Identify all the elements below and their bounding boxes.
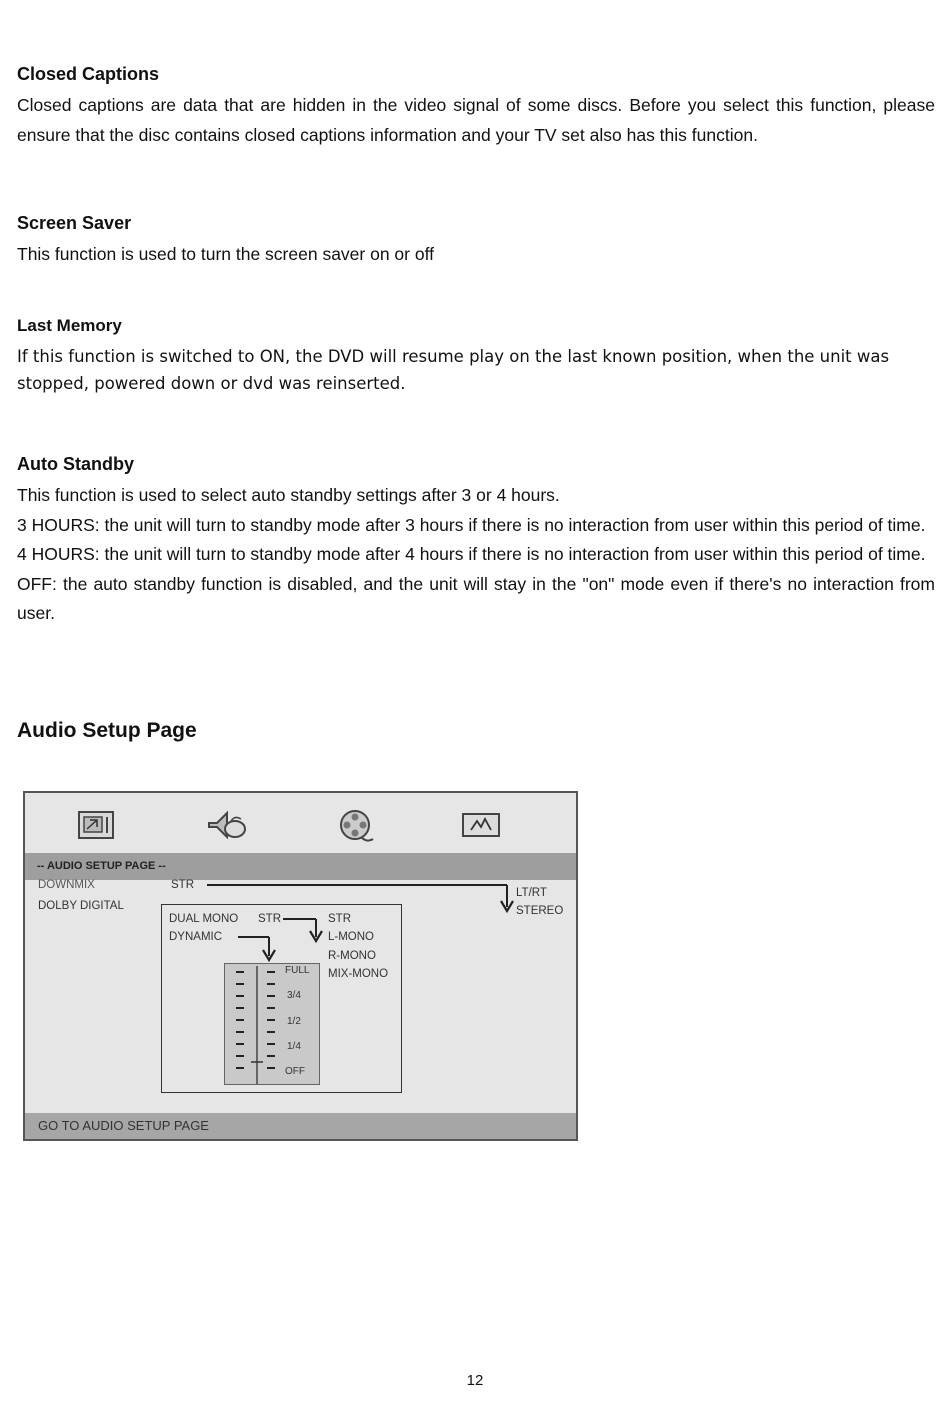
dynamic-level-1-4[interactable]: 1/4: [287, 1041, 301, 1052]
downmix-option-stereo[interactable]: STEREO: [516, 905, 564, 917]
auto-standby-off: OFF: the auto standby function is disabled, and the unit will stay in the "on" mode even if there's no interaction from user.: [17, 573, 935, 623]
dynamic-level-1-2[interactable]: 1/2: [287, 1016, 301, 1027]
auto-standby-3-hours: 3 HOURS: the unit will turn to standby mode after 3 hours if there is no interaction from user within this period of time.: [17, 514, 926, 535]
dual-mono-option-str[interactable]: STR: [328, 913, 351, 925]
auto-standby-intro: This function is used to select auto standby settings after 3 or 4 hours.: [17, 485, 560, 505]
osd-header-bar: -- AUDIO SETUP PAGE --: [25, 853, 576, 880]
dynamic-level-3-4[interactable]: 3/4: [287, 990, 301, 1001]
screen-saver-section: [17, 212, 935, 270]
dolby-digital-label[interactable]: DOLBY DIGITAL: [38, 900, 124, 912]
dynamic-level-full[interactable]: FULL: [285, 965, 310, 976]
last-memory-heading: Last Memory: [17, 316, 122, 335]
dual-mono-option-mix-mono[interactable]: MIX-MONO: [328, 968, 389, 980]
downmix-option-ltrt[interactable]: LT/RT: [516, 887, 547, 899]
dynamic-level-off[interactable]: OFF: [285, 1066, 305, 1077]
audio-setup-osd-screenshot: [23, 791, 578, 1141]
auto-standby-section: [17, 453, 935, 629]
auto-standby-heading: Auto Standby: [17, 454, 134, 474]
last-memory-section: [17, 315, 935, 397]
auto-standby-4-hours: 4 HOURS: the unit will turn to standby mode after 4 hours if there is no interaction from user within this period of time.: [17, 544, 926, 564]
closed-captions-heading: Closed Captions: [17, 64, 160, 84]
meter-ticks: [225, 964, 321, 1086]
dual-mono-option-r-mono[interactable]: R-MONO: [328, 950, 376, 962]
screen-saver-body: This function is used to turn the screen saver on or off: [17, 244, 434, 264]
closed-captions-section: [17, 63, 935, 150]
audio-setup-heading: Audio Setup Page: [17, 719, 197, 742]
dynamic-label[interactable]: DYNAMIC: [169, 931, 223, 943]
dual-mono-label[interactable]: DUAL MONO: [169, 913, 239, 925]
dynamic-range-meter[interactable]: [224, 963, 320, 1085]
dual-mono-value: STR: [258, 913, 281, 925]
dolby-digital-submenu: [161, 904, 402, 1093]
last-memory-body: If this function is switched to ON, the DVD will resume play on the last known position, when the unit was stopped, powered down or dvd was reinserted.: [17, 347, 890, 393]
page-number: 12: [466, 1372, 484, 1389]
dual-mono-option-l-mono[interactable]: L-MONO: [328, 931, 374, 943]
osd-footer-bar: GO TO AUDIO SETUP PAGE: [25, 1113, 576, 1139]
screen-saver-heading: Screen Saver: [17, 213, 132, 233]
downmix-value: STR: [171, 879, 194, 891]
closed-captions-body: Closed captions are data that are hidden in the video signal of some discs. Before you select this function, please ensure that the disc contains closed captions information and your TV set also has this function.: [17, 95, 935, 145]
downmix-label[interactable]: DOWNMIX: [38, 879, 95, 891]
